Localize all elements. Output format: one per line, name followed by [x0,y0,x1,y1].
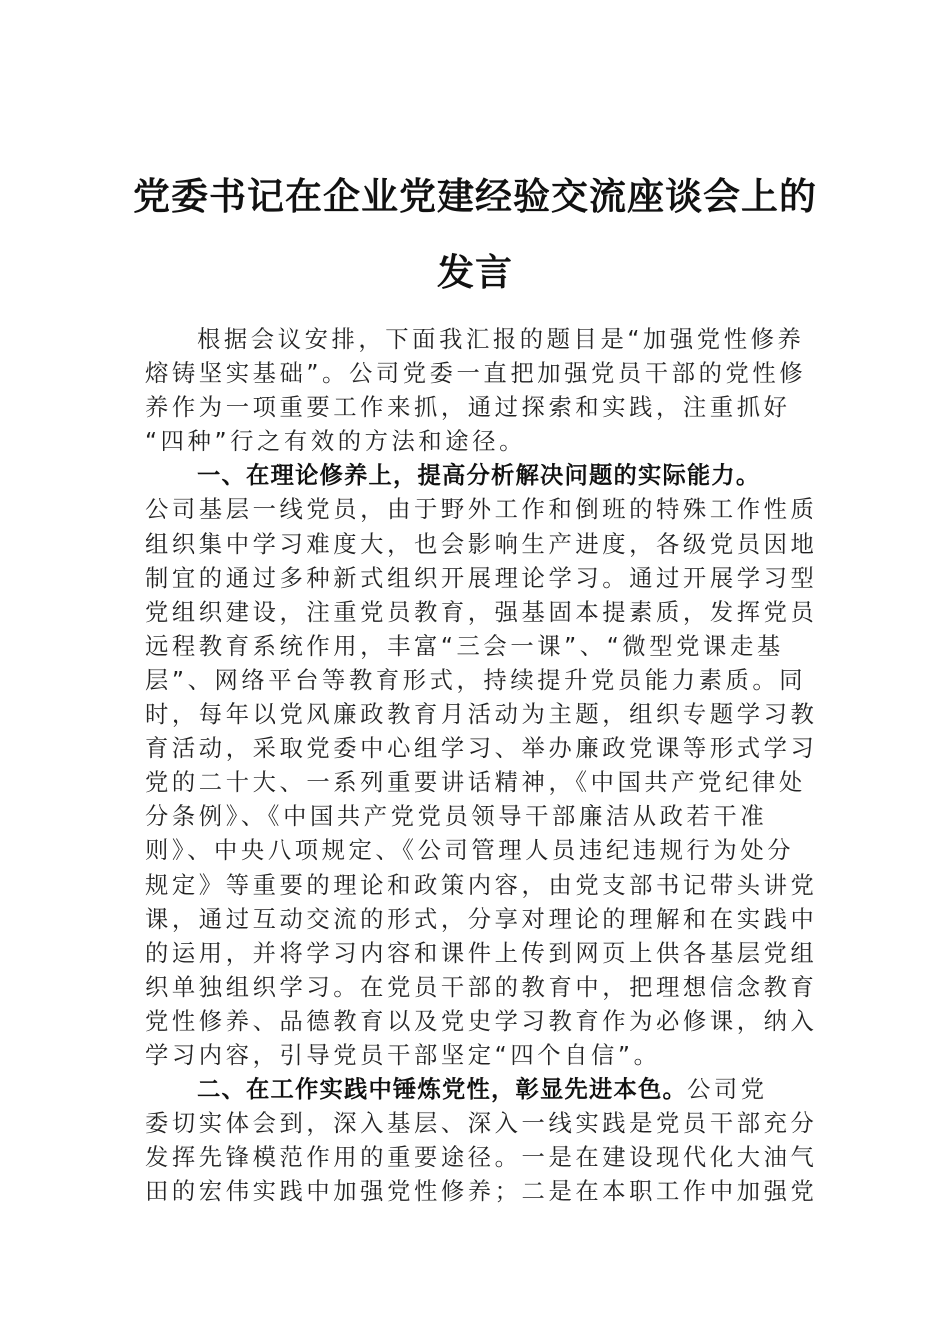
paragraph-line: 时，每年以党风廉政教育月活动为主题，组织专题学习教 [145,701,818,729]
paragraph-line: 发挥先锋模范作用的重要途径。一是在建设现代化大油气 [145,1144,818,1172]
paragraph-line: 组织集中学习难度大，也会影响生产进度，各级党员因地 [145,530,818,558]
title-line-2: 发言 [437,250,513,294]
paragraph-line: 委切实体会到，深入基层、深入一线实践是党员干部充分 [145,1110,818,1138]
paragraph-line: 育活动，采取党委中心组学习、举办廉政党课等形式学习 [145,735,818,763]
paragraph-line: 的运用，并将学习内容和课件上传到网页上供各基层党组 [145,939,818,967]
paragraph-line: 分条例》、《中国共产党党员领导干部廉洁从政若干准 [145,803,768,831]
section-2-first-line [145,1073,805,1107]
paragraph-line: 党性修养、品德教育以及党史学习教育作为必修课，纳入 [145,1007,818,1035]
paragraph-line: 规定》等重要的理论和政策内容，由党支部书记带头讲党 [145,871,818,899]
paragraph-line: 织单独组织学习。在党员干部的教育中，把理想信念教育 [145,973,818,1001]
section-2-tail: 公司党 [686,1076,768,1104]
document-title [120,158,830,310]
paragraph-line: 养作为一项重要工作来抓，通过探索和实践，注重抓好 [145,394,791,422]
paragraph-line: 熔铸坚实基础”。公司党委一直把加强党员干部的党性修 [145,360,807,388]
paragraph-line: 学习内容，引导党员干部坚定“四个自信”。 [145,1041,661,1069]
paragraph-line: 根据会议安排，下面我汇报的题目是“加强党性修养 [197,326,805,353]
document-body [145,323,818,1209]
paragraph-line: “四种”行之有效的方法和途径。 [145,428,526,456]
paragraph-line: 党组织建设，注重党员教育，强基固本提素质，发挥党员 [145,598,818,626]
paragraph-line: 制宜的通过多种新式组织开展理论学习。通过开展学习型 [145,564,818,592]
paragraph-line: 党的二十大、一系列重要讲话精神，《中国共产党纪律处 [145,769,806,797]
title-line-1: 党委书记在企业党建经验交流座谈会上的 [133,174,817,218]
paragraph-line: 远程教育系统作用，丰富“三会一课”、“微型党课走基 [145,632,784,660]
paragraph-line: 则》、中央八项规定、《公司管理人员违纪违规行为处分 [145,837,795,865]
paragraph-line: 课，通过互动交流的形式，分享对理论的理解和在实践中 [145,905,818,933]
paragraph-line: 层”、网络平台等教育形式，持续提升党员能力素质。同 [145,666,807,694]
section-heading-1: 一、在理论修养上，提高分析解决问题的实际能力。 [197,462,761,490]
section-heading-2: 二、在工作实践中锤炼党性，彰显先进本色。 [197,1076,687,1104]
paragraph-line: 公司基层一线党员，由于野外工作和倒班的特殊工作性质 [145,496,818,524]
paragraph-line: 田的宏伟实践中加强党性修养；二是在本职工作中加强党 [145,1178,818,1206]
